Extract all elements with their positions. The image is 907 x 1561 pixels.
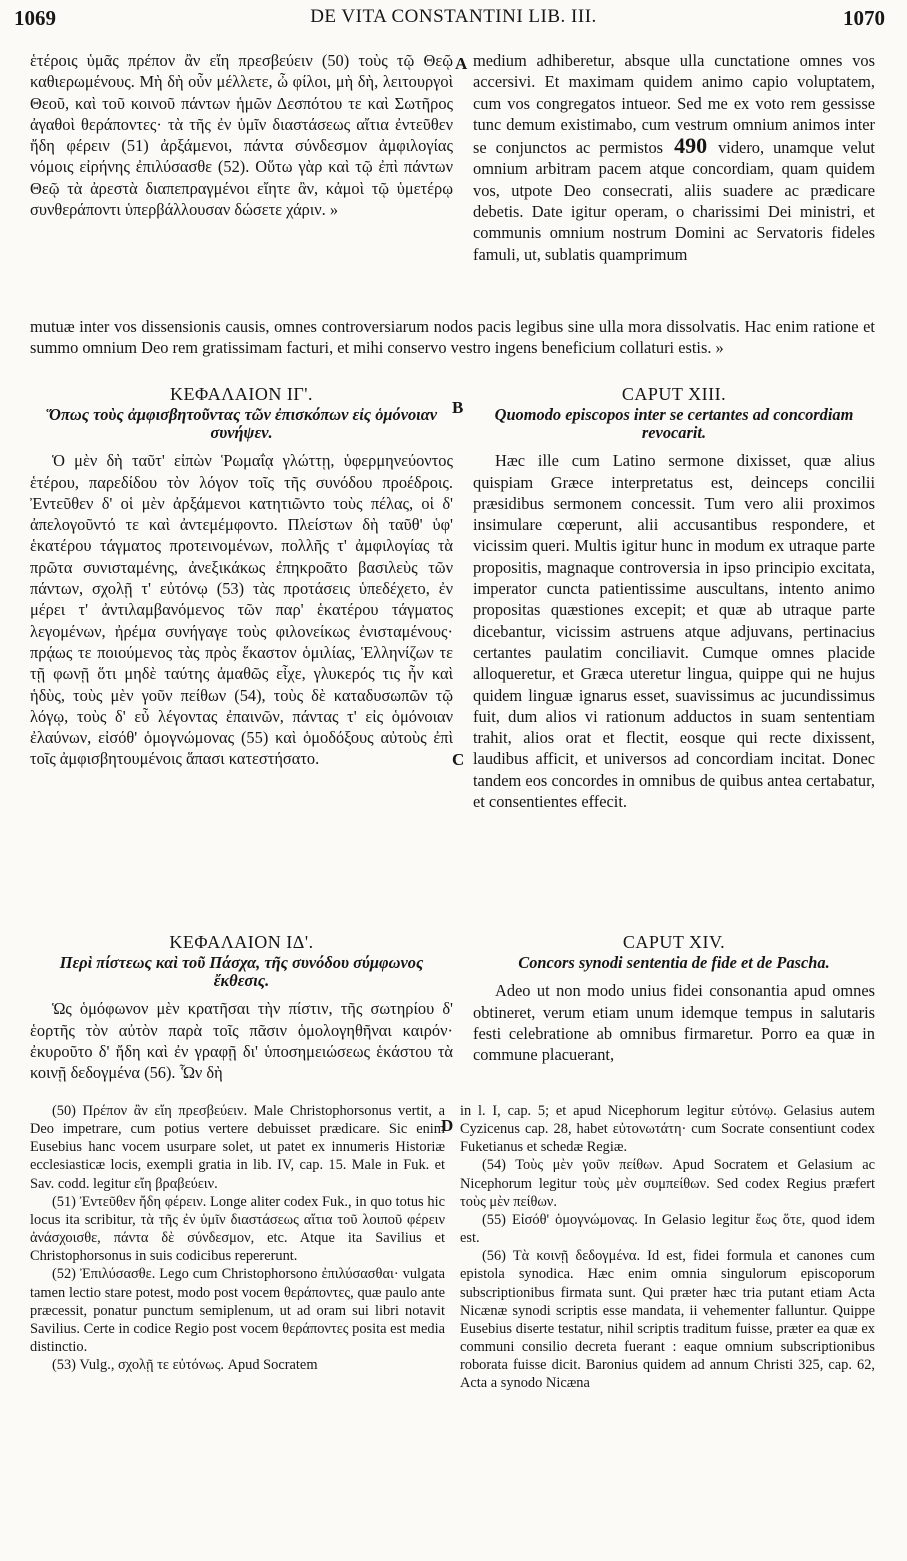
footnote: (53) Vulg., σχολῇ τε εὐτόνως. Apud Socratem — [52, 1357, 318, 1374]
greek-chapter-13 — [30, 384, 453, 770]
chapter-subtitle: Ὅπως τοὺς ἀμφισβητοῦντας τῶν ἐπισκόπων εἰς ὁμόνοιαν συνήψεν. — [45, 405, 438, 443]
running-header — [0, 6, 907, 36]
latin-chapter-14 — [473, 932, 875, 1065]
chapter-heading: ΚΕΦΑΛΑΙΟΝ ΙΔ'. — [169, 932, 314, 952]
chapter-heading: CAPUT XIII. — [621, 384, 727, 404]
latin-text-wide — [30, 316, 875, 359]
margin-letter-c: C — [452, 750, 465, 769]
chapter-heading: ΚΕΦΑΛΑΙΟΝ ΙΓ'. — [170, 384, 313, 404]
chapter-subtitle: Concors synodi sententia de fide et de Pascha. — [518, 953, 830, 973]
latin-paragraph — [473, 50, 875, 265]
chapter-text: Hæc ille cum Latino sermone dixisset, quæ alius quispiam Græce interpretatus est, deinceps concilii præsidibus sermonem concessit. Tum vero alii proximos insimulare cœperunt, alii accusantibus respondere, et vicissim queri. Multis igitur hunc in modum ex utraque parte propositis, magnaque controversia in ipso principio excitata, imperator cuncta patientissime auscultans, intento animo propositas quæstiones excepit; et quæ ab utraque parte dicebantur, vicissim astruens atque adjuvans, pertinacius certantes paulatim conciliavit. Cumque omnes placide alloqueretur, et Græca uteretur lingua, quippe qui ne hujus quidem linguæ ignarus esset, suavissimus ac jucundissimus fuit, dum alios vi rationum adductos in suam sententiam trahit, alios orat et flectit, eosque qui recte dixissent, laudibus afficit, et universos ad concordiam incitat. Donec tandem eos concordes in omnibus de quibus antea certabatur, et consentientes effecit. — [473, 451, 875, 812]
footnotes-left — [30, 1102, 445, 1374]
footnote: (52) Ἐπιλύσασθε. Lego cum Christophorsono ἐπιλύσασθαι· vulgata tamen lectio stare potest, modo post vocem θεράποντες, quæ paulo ante præcessit, ponatur punctum semiplenum, ut ad oram sui libri notavit Savilius. Certe in codice Regio post vocem θεράποντες posita est media distinctio. — [30, 1266, 445, 1356]
greek-paragraph: ἑτέροις ὑμᾶς πρέπον ἂν εἴη πρεσβεύειν (50) τοὺς τῷ Θεῷ καθιερωμένους. Μὴ δὴ οὖν μέλλετε, ὦ φίλοι, μὴ δὴ, λειτουργοὶ Θεοῦ, καὶ τοῦ κοινοῦ πάντων ἡμῶν Δεσπότου τε καὶ Σωτῆρος ἀγαθοὶ θεράποντες· τὰ τῆς ἐν ὑμῖν διαστάσεως αἴτια ἐντεῦθεν ἤδη φέρειν (51) ἀρξάμενοι, πάντα σύνδεσμον ἀμφιλογίας νόμοις εἰρήνης ἐπιλύσασθε (52). Οὕτω γὰρ καὶ τῷ ἐπὶ πάντων Θεῷ τὰ ἀρεστὰ διαπεπραγμένοι εἴητε ἂν, κἀμοὶ τῷ ὑμετέρῳ συνθεράποντι ὑπερβάλλουσαν δώσετε χάριν. » — [30, 51, 453, 220]
latin-text: videro, unamque velut omnium arbitram pacem atque concordiam, quam quidem vos, utpote Deo consecrati, aliis suadere ac prædicare debetis. Date igitur operam, o charissimi Dei ministri, et communis omnium nostrum Domini ac Servatoris fideles famuli, ut, sublatis quamprimum — [473, 138, 875, 264]
chapter-subtitle: Περὶ πίστεως καὶ τοῦ Πάσχα, τῆς συνόδου σύμφωνος ἔκθεσις. — [59, 953, 424, 991]
chapter-text: Ὁ μὲν δὴ ταῦτ' εἰπὼν Ῥωμαΐᾳ γλώττῃ, ὑφερμηνεύοντος ἑτέρου, παρεδίδου τὸν λόγον τοῖς τῆς συνόδου προέδροις. Ἐντεῦθεν δ' οἱ μὲν ἀρξάμενοι κατητιῶντο τοὺς πέλας, οἱ δ' ἀπελογοῦντό τε καὶ ἀντεμέμφοντο. Πλείστων δὴ ταῦθ' ὑφ' ἑκατέρου τάγματος προτεινομένων, πολλῆς τ' ἀμφιλογίας τὰ πρῶτα συνισταμένης, ἀνεξικάκως ἐπηκροᾶτο βασιλεὺς τῶν πάντων, σχολῇ τ' εὐτόνῳ (53) τὰς προτάσεις ὑπεδέχετο, ἐν μέρει τ' ἀντιλαμβανόμενος τῶν παρ' ἑκατέρου τάγματος λεγομένων, ἠρέμα συνήγαγε τοὺς φιλονείκως ἐνισταμένους· πρᾴως τε ποιούμενος τὰς πρὸς ἕκαστον ὁμιλίας, Ἑλληνίζων τε τῇ φωνῇ ὅτι μηδὲ ταύτης ἀμαθῶς εἶχε, γλυκερός τις ἦν καὶ ἡδὺς, τοὺς μὲν γοῦν πείθων (54), τοὺς δὲ καταδυσωπῶν τῷ λόγῳ, τοὺς δ' εὖ λέγοντας ἐπαινῶν, πάντας τ' εἰς ὁμόνοιαν ἐλαύνων, εἰσόθ' ὁμογνώμονας (55) καὶ ὁμοδόξους αὐτοὺς ἐπὶ τοῖς ἀμφισβητουμένοις ἅπασι κατεστήσατο. — [30, 451, 453, 769]
margin-letter-d: D — [441, 1116, 454, 1135]
chapter-text: Ὡς ὁμόφωνον μὲν κρατῆσαι τὴν πίστιν, τῆς σωτηρίου δ' ἑορτῆς τὸν αὐτὸν παρὰ τοῖς πᾶσιν ὁμολογηθῆναι καιρόν· ἐκυροῦτο δ' ἤδη καὶ ἐν γραφῇ δι' ὑποσημειώσεως ἑκάστου τὰ κοινῇ δεδογμένα (56). Ὧν δὴ — [30, 999, 453, 1083]
footnote: (54) Τοὺς μὲν γοῦν πείθων. Apud Socratem et Gelasium ac Nicephorum legitur τοὺς μὲν συμπείθων. Sed codex Regius præfert τοὺς μὲν πείθων. — [460, 1157, 875, 1210]
greek-text-top — [30, 50, 453, 220]
chapter-text: Adeo ut non modo unius fidei consonantia apud omnes obtineret, verum etiam unum idemque tempus in salutaris festi celebratione ab omnibus firmaretur. Porro ea quæ in commune placuerant, — [473, 981, 875, 1065]
chapter-heading: CAPUT XIV. — [622, 932, 726, 952]
chapter-subtitle: Quomodo episcopos inter se certantes ad concordiam revocarit. — [494, 405, 854, 443]
footnote: (51) Ἐντεῦθεν ἤδη φέρειν. Longe aliter codex Fuk., in quo totus hic locus ita scribitur, τὰ τῆς ἐν ὑμῖν διαστάσεως αἴτια τοῦ λοιποῦ φέρειν ἀνάσχοισθε, πάντα δὲ σύνδεσμον, etc. Atque ita Savilius et Christophorsonus in suis codicibus repererunt. — [30, 1193, 445, 1265]
footnote: (50) Πρέπον ἂν εἴη πρεσβεύειν. Male Christophorsonus vertit, a Deo impetrare, cum potius vertere debuisset prædicare. Sic enim Eusebius hanc vocem usurpare solet, ut patet ex innumeris Historiæ ecclesiasticæ locis, exempli gratia in lib. IV, cap. 15. Male in Fuk. et Sav. codd. legitur εἴη βραβεύειν. — [30, 1103, 445, 1192]
latin-text: medium adhiberetur, absque ulla cunctatione omnes vos accersivi. Et maximam quidem animo capio voluptatem, cum vos congregatos intueor. Sed me ex voto rem gessisse tunc demum existimabo, cum vestrum omnium animos inter se conjunctos ac permistos — [473, 51, 875, 158]
footnote: (55) Εἰσόθ' ὁμογνώμονας. In Gelasio legitur ἕως ὅτε, quod idem est. — [460, 1211, 875, 1247]
footnotes-right — [460, 1102, 875, 1393]
margin-letter-b: B — [452, 398, 464, 417]
latin-chapter-13 — [473, 384, 875, 812]
greek-chapter-14 — [30, 932, 453, 1083]
latin-wide-paragraph: mutuæ inter vos dissensionis causis, omnes controversiarum nodos pacis legibus sine ulla mora dissolvatis. Hac enim ratione et summo omnium Deo rem gratissimam facturi, et mihi conservo vestro ingens beneficium collaturi estis. » — [30, 317, 875, 358]
page-number-right: 1070 — [843, 6, 885, 30]
page-number-left: 1069 — [14, 6, 56, 30]
footnote: in l. I, cap. 5; et apud Nicephorum legitur εὐτόνῳ. Gelasius autem Cyzicenus cap. 28, habet εὐτονωτάτη· cum Socrate consentiunt codex Fuketianus et schedæ Regiæ. — [460, 1103, 875, 1156]
latin-text-top — [473, 50, 875, 265]
margin-letter-a: A — [455, 54, 468, 73]
running-title: DE VITA CONSTANTINI LIB. III. — [310, 6, 597, 27]
footnote: (56) Τὰ κοινῇ δεδογμένα. Id est, fidei formula et canones cum epistola synodica. Hæc enim omnia singulorum episcoporum subscriptionibus firmata sunt. Qui præter hæc tria putant etiam Acta Nicænæ synodi scriptis esse mandata, ii vehementer falluntur. Quippe Eusebius diserte testatur, nihil scriptis traditum fuisse, præter ea quæ ex communi consilio decreta fuerant : eaque omnium subscriptionibus roborata fuisse dicit. Baronius quidem ad annum Christi 325, cap. 62, Acta a synodo Nicæna — [460, 1248, 875, 1392]
edition-page-number: 490 — [674, 133, 708, 159]
